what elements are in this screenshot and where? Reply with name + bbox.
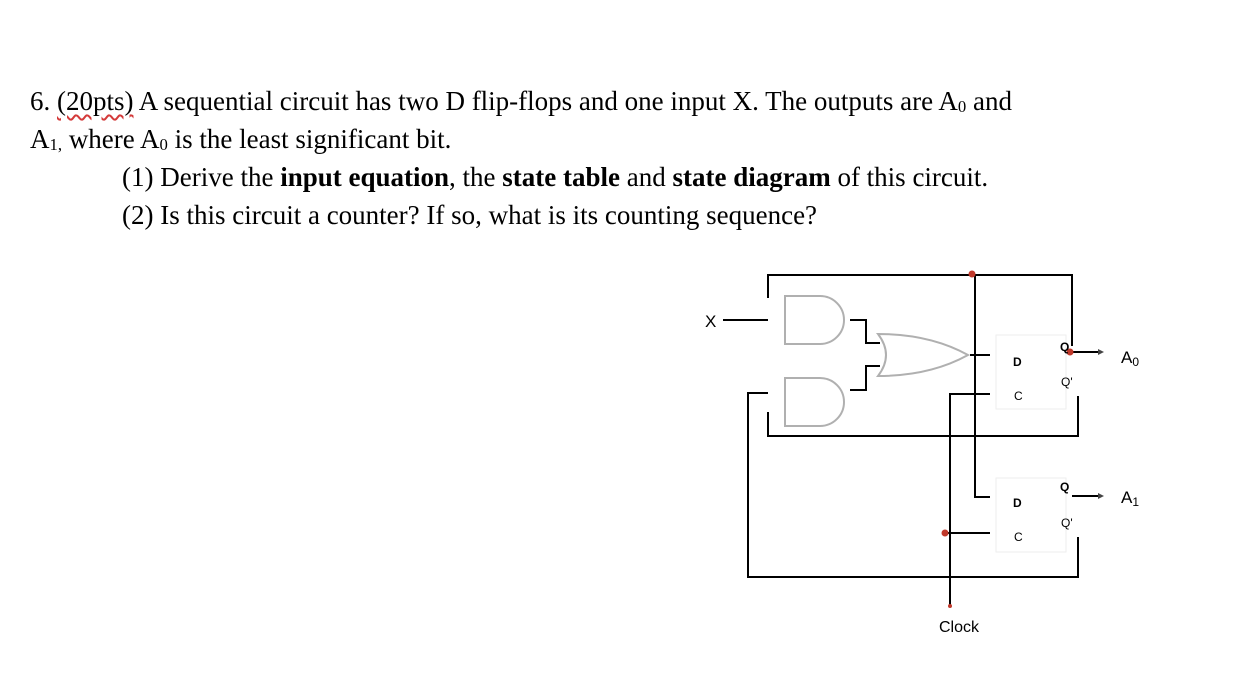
part2-text: (2) Is this circuit a counter? If so, what is its counting sequence? — [122, 200, 818, 230]
node-top — [969, 271, 976, 278]
output-a1-letter: A — [1121, 488, 1133, 507]
wire-clock — [950, 394, 990, 606]
a1-label: A — [30, 124, 50, 154]
wire-q0n-feedback — [768, 396, 1078, 436]
ff1-c-pin: C — [1014, 530, 1023, 544]
term-input-equation: input equation — [280, 162, 450, 192]
output-a0-label — [1121, 348, 1139, 369]
flipflop-0-box — [996, 335, 1066, 409]
ff1-qn-pin: Q' — [1061, 516, 1073, 530]
term-state-diagram: state diagram — [672, 162, 831, 192]
wire-and1-to-or — [850, 320, 880, 343]
question-intro: A sequential circuit has two D flip-flops and one input X. The outputs are A — [138, 86, 958, 116]
a0-subscript-2: 0 — [159, 135, 168, 154]
question-number: 6. — [30, 86, 51, 116]
question-and: and — [973, 86, 1012, 116]
part1-prefix: (1) Derive the — [122, 162, 274, 192]
wire-q1n-feedback — [748, 393, 1078, 577]
and-gate-1 — [785, 296, 844, 344]
flipflop-1-box — [996, 478, 1066, 552]
ff1-q-pin: Q — [1060, 480, 1070, 494]
clock-label: Clock — [938, 619, 980, 636]
term-state-table: state table — [502, 162, 620, 192]
wire-feedback-vertical — [975, 275, 990, 497]
and-gate-2 — [785, 378, 844, 426]
wire-and2-to-or — [850, 366, 880, 390]
ff0-qn-pin: Q' — [1061, 375, 1073, 389]
input-x-label: X — [705, 312, 717, 331]
part1-mid1: , the — [449, 162, 496, 192]
part1-mid2: and — [626, 162, 666, 192]
arrow-a1 — [1098, 493, 1104, 499]
ff0-q-pin: Q — [1060, 340, 1070, 354]
output-a0-sub: 0 — [1132, 355, 1140, 369]
ff1-d-pin: D — [1013, 496, 1022, 510]
points-label: (20pts) — [57, 86, 134, 116]
node-clock — [942, 530, 949, 537]
where-text: where A — [68, 124, 160, 154]
logic-gates — [785, 296, 968, 426]
junction-nodes — [942, 271, 1074, 609]
arrow-a0 — [1098, 349, 1104, 355]
ff0-c-pin: C — [1014, 389, 1023, 403]
ff0-d-pin: D — [1013, 355, 1022, 369]
output-a0-letter: A — [1121, 348, 1133, 367]
circuit-wires — [723, 275, 1098, 606]
flipflop-outlines — [996, 335, 1066, 552]
part1-suffix: of this circuit. — [837, 162, 989, 192]
output-a1-sub: 1 — [1132, 495, 1140, 509]
lsb-text: is the least significant bit. — [174, 124, 452, 154]
a1-subscript: 1, — [49, 135, 63, 154]
output-a1-label — [1121, 488, 1139, 509]
node-clock-end — [948, 604, 952, 608]
a0-subscript: 0 — [957, 97, 967, 116]
or-gate — [878, 334, 968, 376]
arrow-heads — [1098, 349, 1104, 499]
